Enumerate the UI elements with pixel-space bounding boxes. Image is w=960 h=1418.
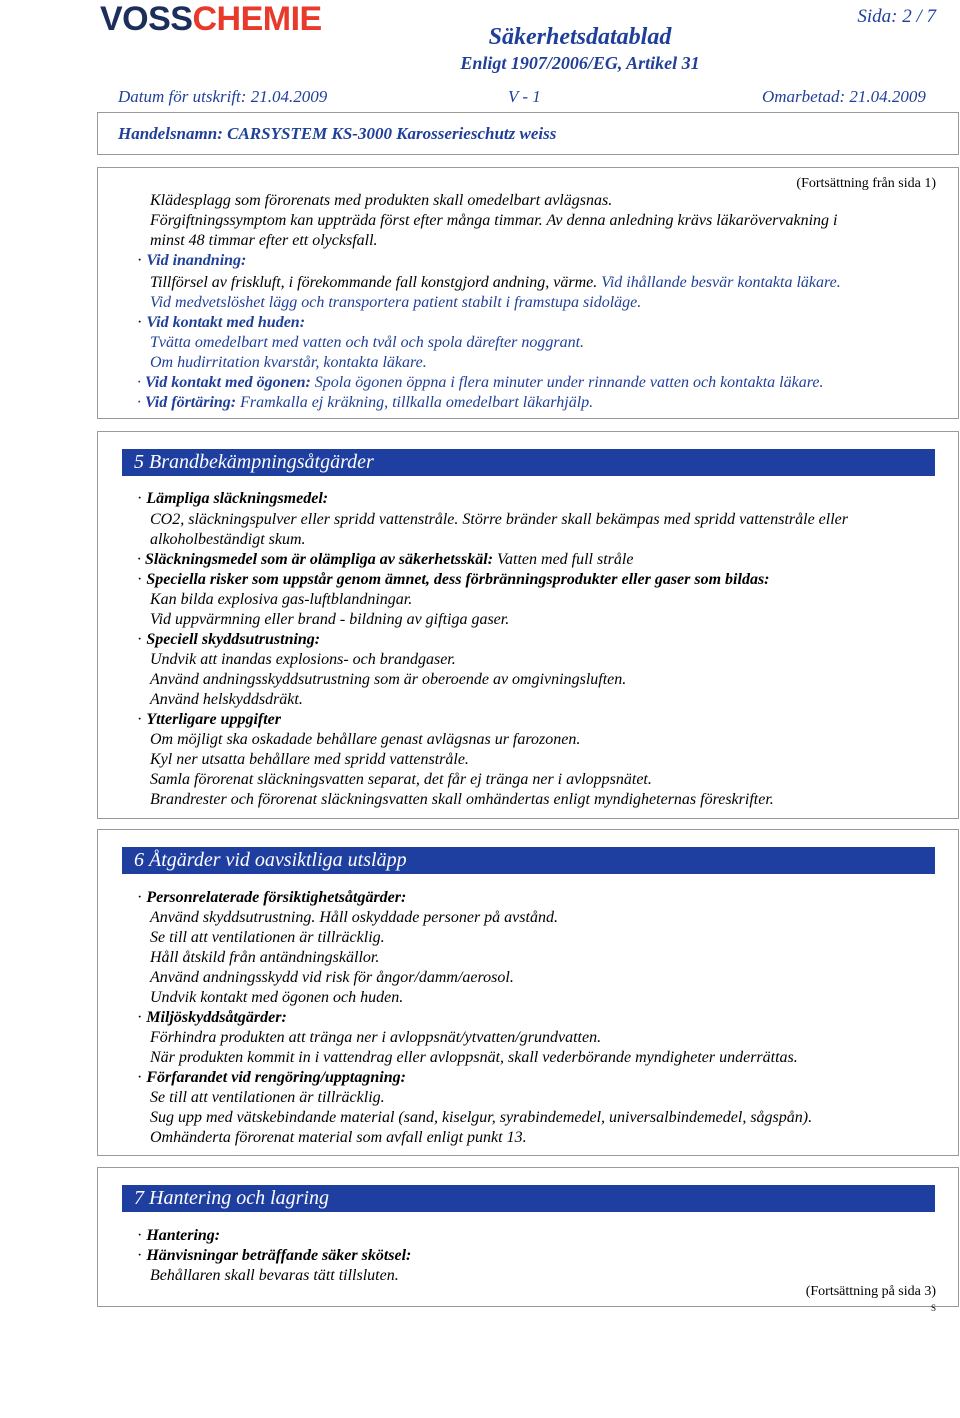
section-5-line: Kyl ner utsatta behållare med spridd vattenstråle. bbox=[150, 751, 469, 768]
personal-precautions-heading: · Personrelaterade försiktighetsåtgärder: bbox=[137, 889, 407, 906]
section-6-line: Använd skyddsutrustning. Håll oskyddade personer på avstånd. bbox=[150, 909, 558, 926]
first-aid-line: Tvätta omedelbart med vatten och tvål och spola därefter noggrant. bbox=[150, 334, 585, 351]
vosschemie-logo: VOSSCHEMIE bbox=[100, 0, 322, 38]
special-risks-heading: · Speciella risker som uppstår genom ämnet, dess förbränningsprodukter eller gaser som bildas: bbox=[137, 571, 770, 588]
section-5-line: Använd helskyddsdräkt. bbox=[150, 691, 303, 708]
section-6-title: 6 Åtgärder vid oavsiktliga utsläpp bbox=[122, 847, 935, 874]
first-aid-line: Vid medvetslöshet lägg och transportera patient stabilt i framstupa sidoläge. bbox=[150, 294, 642, 311]
first-aid-line: minst 48 timmar efter ett olycksfall. bbox=[150, 232, 378, 249]
document-title: Säkerhetsdatablad bbox=[488, 24, 672, 50]
section-5-line: Samla förorenat släckningsvatten separat, det får ej tränga ner i avloppsnätet. bbox=[150, 771, 652, 788]
section-6-line: Undvik kontakt med ögonen och huden. bbox=[150, 989, 404, 1006]
section-6-line: När produkten kommit in i vattendrag eller avloppsnät, skall vederbörande myndigheter underrättas. bbox=[150, 1049, 798, 1066]
version: V - 1 bbox=[508, 87, 541, 106]
section-5-line: Vid uppvärmning eller brand - bildning av giftiga gaser. bbox=[150, 611, 510, 628]
section-7-title: 7 Hantering och lagring bbox=[122, 1185, 935, 1212]
footer-mark: S bbox=[930, 1303, 936, 1313]
continued-to: (Fortsättning på sida 3) bbox=[805, 1284, 936, 1299]
section-5-line: Brandrester och förorenat släckningsvatten skall omhändertas enligt myndigheternas föreskrifter. bbox=[150, 791, 774, 808]
section-5-line: Undvik att inandas explosions- och brandgaser. bbox=[150, 651, 456, 668]
safe-handling-heading: · Hänvisningar beträffande säker skötsel: bbox=[137, 1247, 412, 1264]
section-6-line: Se till att ventilationen är tillräcklig. bbox=[150, 1089, 385, 1106]
inhalation-heading: · Vid inandning: bbox=[137, 252, 247, 269]
section-6-line: Omhänderta förorenat material som avfall enligt punkt 13. bbox=[150, 1129, 527, 1146]
revised-date: Omarbetad: 21.04.2009 bbox=[762, 87, 926, 106]
section-6-line: Använd andningsskydd vid risk för ångor/damm/aerosol. bbox=[150, 969, 514, 986]
print-date: Datum för utskrift: 21.04.2009 bbox=[118, 87, 328, 106]
first-aid-line: Förgiftningssymptom kan uppträda först efter många timmar. Av denna anledning krävs läkarövervakning i bbox=[150, 212, 838, 229]
environmental-precautions-heading: · Miljöskyddsåtgärder: bbox=[137, 1009, 287, 1026]
continued-from: (Fortsättning från sida 1) bbox=[796, 176, 936, 191]
section-5-line: Kan bilda explosiva gas-luftblandningar. bbox=[150, 591, 413, 608]
section-6-line: Förhindra produkten att tränga ner i avloppsnät/ytvatten/grundvatten. bbox=[150, 1029, 602, 1046]
document-subtitle: Enligt 1907/2006/EG, Artikel 31 bbox=[460, 53, 700, 73]
section-5-line: CO2, släckningspulver eller spridd vattenstråle. Större bränder skall bekämpas med spridd vattenstråle eller bbox=[150, 511, 848, 528]
section-5-line: alkoholbeständigt skum. bbox=[150, 531, 306, 548]
section-6-line: Håll åtskild från antändningskällor. bbox=[150, 949, 380, 966]
protective-equipment-heading: · Speciell skyddsutrustning: bbox=[137, 631, 321, 648]
cleanup-method-heading: · Förfarandet vid rengöring/upptagning: bbox=[137, 1069, 406, 1086]
skin-contact-heading: · Vid kontakt med huden: bbox=[137, 314, 306, 331]
first-aid-line: Tillförsel av friskluft, i förekommande fall konstgjord andning, värme. Vid ihållande besvär kontakta läkare. bbox=[150, 274, 841, 291]
section-5-title: 5 Brandbekämpningsåtgärder bbox=[122, 449, 935, 476]
section-7-line: Behållaren skall bevaras tätt tillsluten. bbox=[150, 1267, 399, 1284]
first-aid-line: Klädesplagg som förorenats med produkten skall omedelbart avlägsnas. bbox=[150, 192, 613, 209]
section-6-line: Sug upp med vätskebindande material (sand, kiselgur, syrabindemedel, universalbindemedel, sågspån). bbox=[150, 1109, 813, 1126]
suitable-media-heading: · Lämpliga släckningsmedel: bbox=[137, 490, 329, 507]
section-5-line: Använd andningsskyddsutrustning som är oberoende av omgivningsluften. bbox=[150, 671, 627, 688]
trade-name: Handelsnamn: CARSYSTEM KS-3000 Karosserieschutz weiss bbox=[118, 124, 557, 143]
ingestion-line: · Vid förtäring: Framkalla ej kräkning, tillkalla omedelbart läkarhjälp. bbox=[137, 394, 594, 411]
page-number: Sida: 2 / 7 bbox=[857, 6, 936, 27]
eye-contact-line: · Vid kontakt med ögonen: Spola ögonen öppna i flera minuter under rinnande vatten och kontakta läkare. bbox=[137, 374, 824, 391]
additional-info-heading: · Ytterligare uppgifter bbox=[137, 711, 281, 728]
section-6-line: Se till att ventilationen är tillräcklig. bbox=[150, 929, 385, 946]
unsuitable-media-line: · Släckningsmedel som är olämpliga av säkerhetsskäl: Vatten med full stråle bbox=[137, 551, 634, 568]
handling-heading: · Hantering: bbox=[137, 1227, 221, 1244]
first-aid-line: Om hudirritation kvarstår, kontakta läkare. bbox=[150, 354, 427, 371]
section-5-line: Om möjligt ska oskadade behållare genast avlägsnas ur farozonen. bbox=[150, 731, 581, 748]
